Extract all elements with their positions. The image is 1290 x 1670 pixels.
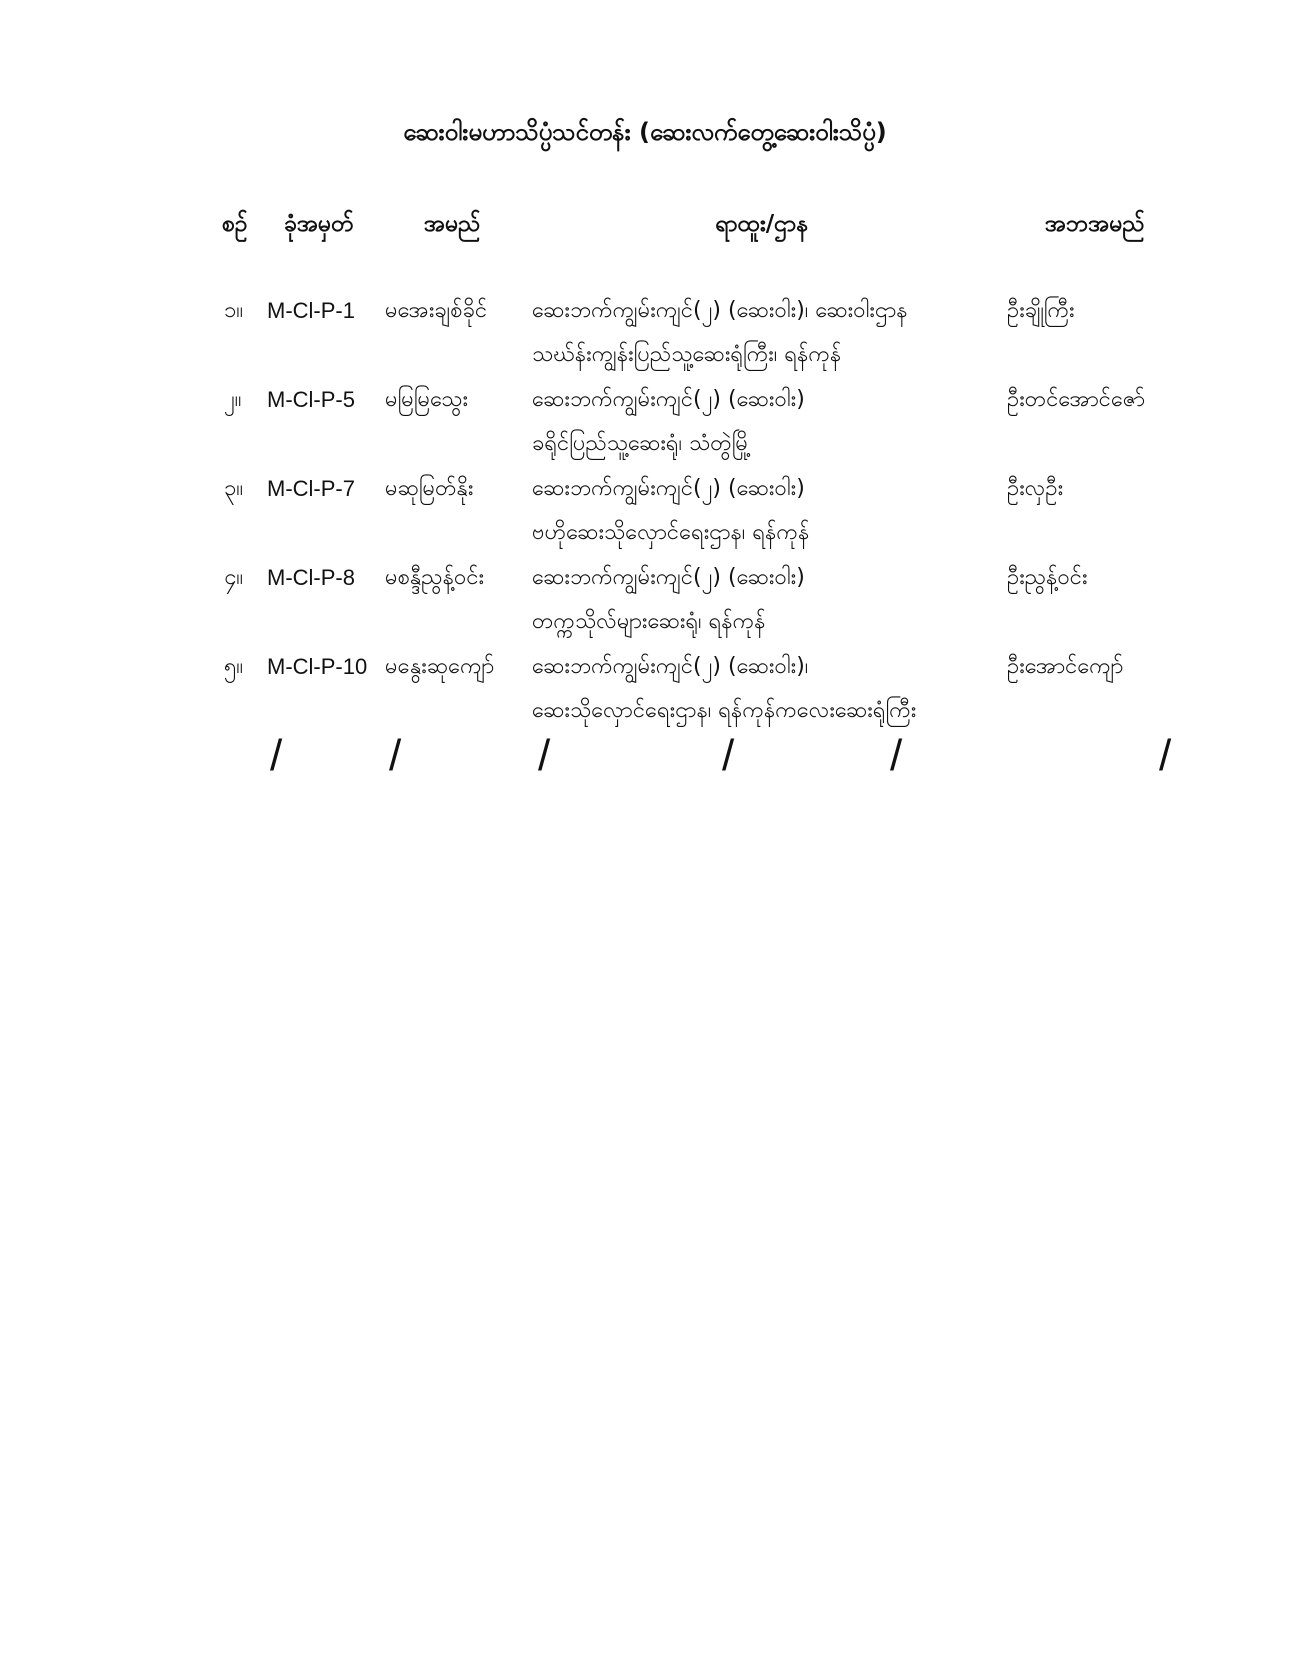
row-5-roll-number: M-Cl-P-10 (267, 654, 368, 679)
row-1-position-line-1: ဆေးဘက်ကျွမ်းကျင်(၂) (ဆေးဝါး)၊ ဆေးဝါးဌာန (532, 298, 908, 323)
end-mark-slash: / (1159, 731, 1172, 780)
row-1-name: မအေးချစ်ခိုင် (385, 298, 488, 323)
end-mark-slash: / (538, 731, 551, 780)
row-2-position-line-1: ဆေးဘက်ကျွမ်းကျင်(၂) (ဆေးဝါး) (532, 387, 805, 412)
header-roll-number: ခုံအမှတ် (284, 211, 354, 237)
document-title: ဆေးဝါးမဟာသိပ္ပံသင်တန်း (ဆေးလက်တွေ့ဆေးဝါးသိပ္ပံ) (403, 118, 887, 146)
row-2-roll-number: M-Cl-P-5 (267, 387, 355, 412)
row-4-roll-number: M-Cl-P-8 (267, 565, 355, 590)
row-4-position-line-1: ဆေးဘက်ကျွမ်းကျင်(၂) (ဆေးဝါး) (532, 565, 805, 590)
row-3-serial: ၃။ (224, 476, 244, 501)
end-mark-slash: / (270, 731, 283, 780)
row-4-name: မစန္ဒီညွန့်ဝင်း (385, 565, 485, 590)
row-3-father-name: ဦးလှဦး (1007, 476, 1064, 501)
row-4-serial: ၄။ (224, 565, 244, 590)
row-1-position-line-2: သဃ်န်းကျွန်းပြည်သူ့ဆေးရုံကြီး၊ ရန်ကုန် (532, 342, 842, 367)
row-2-father-name: ဦးတင်အောင်ဇော် (1007, 387, 1146, 412)
row-3-roll-number: M-Cl-P-7 (267, 476, 355, 501)
row-2-serial: ၂။ (224, 387, 242, 412)
row-5-serial: ၅။ (224, 654, 244, 679)
row-1-serial: ၁။ (224, 298, 244, 323)
row-3-position-line-1: ဆေးဘက်ကျွမ်းကျင်(၂) (ဆေးဝါး) (532, 476, 805, 501)
row-5-position-line-2: ဆေးသိုလှောင်ရေးဌာန၊ ရန်ကုန်ကလေးဆေးရုံကြီး (532, 698, 917, 723)
header-position-department: ရာထူး/ဌာန (715, 211, 809, 237)
row-3-name: မဆုမြတ်နိုး (385, 476, 474, 501)
header-father-name: အဘအမည် (1045, 211, 1145, 237)
row-5-father-name: ဦးအောင်ကျော် (1007, 654, 1124, 679)
row-4-position-line-2: တက္ကသိုလ်များဆေးရုံ၊ ရန်ကုန် (532, 609, 766, 634)
row-5-name: မနွေးဆုကျော် (385, 654, 495, 679)
row-1-father-name: ဦးချိုကြီး (1007, 298, 1075, 323)
end-mark-slash: / (389, 731, 402, 780)
header-serial: စဉ် (222, 211, 248, 237)
row-4-father-name: ဦးညွန့်ဝင်း (1007, 565, 1088, 590)
end-mark-slash: / (890, 731, 903, 780)
row-2-position-line-2: ခရိုင်ပြည်သူ့ဆေးရုံ၊ သံတွဲမြို့ (532, 431, 752, 456)
row-3-position-line-2: ဗဟိုဆေးသိုလှောင်ရေးဌာန၊ ရန်ကုန် (532, 520, 810, 545)
header-name: အမည် (424, 211, 481, 237)
row-1-roll-number: M-Cl-P-1 (267, 298, 355, 323)
row-5-position-line-1: ဆေးဘက်ကျွမ်းကျင်(၂) (ဆေးဝါး)၊ (532, 654, 809, 679)
end-mark-slash: / (722, 731, 735, 780)
row-2-name: မမြမြသွေး (385, 387, 469, 412)
